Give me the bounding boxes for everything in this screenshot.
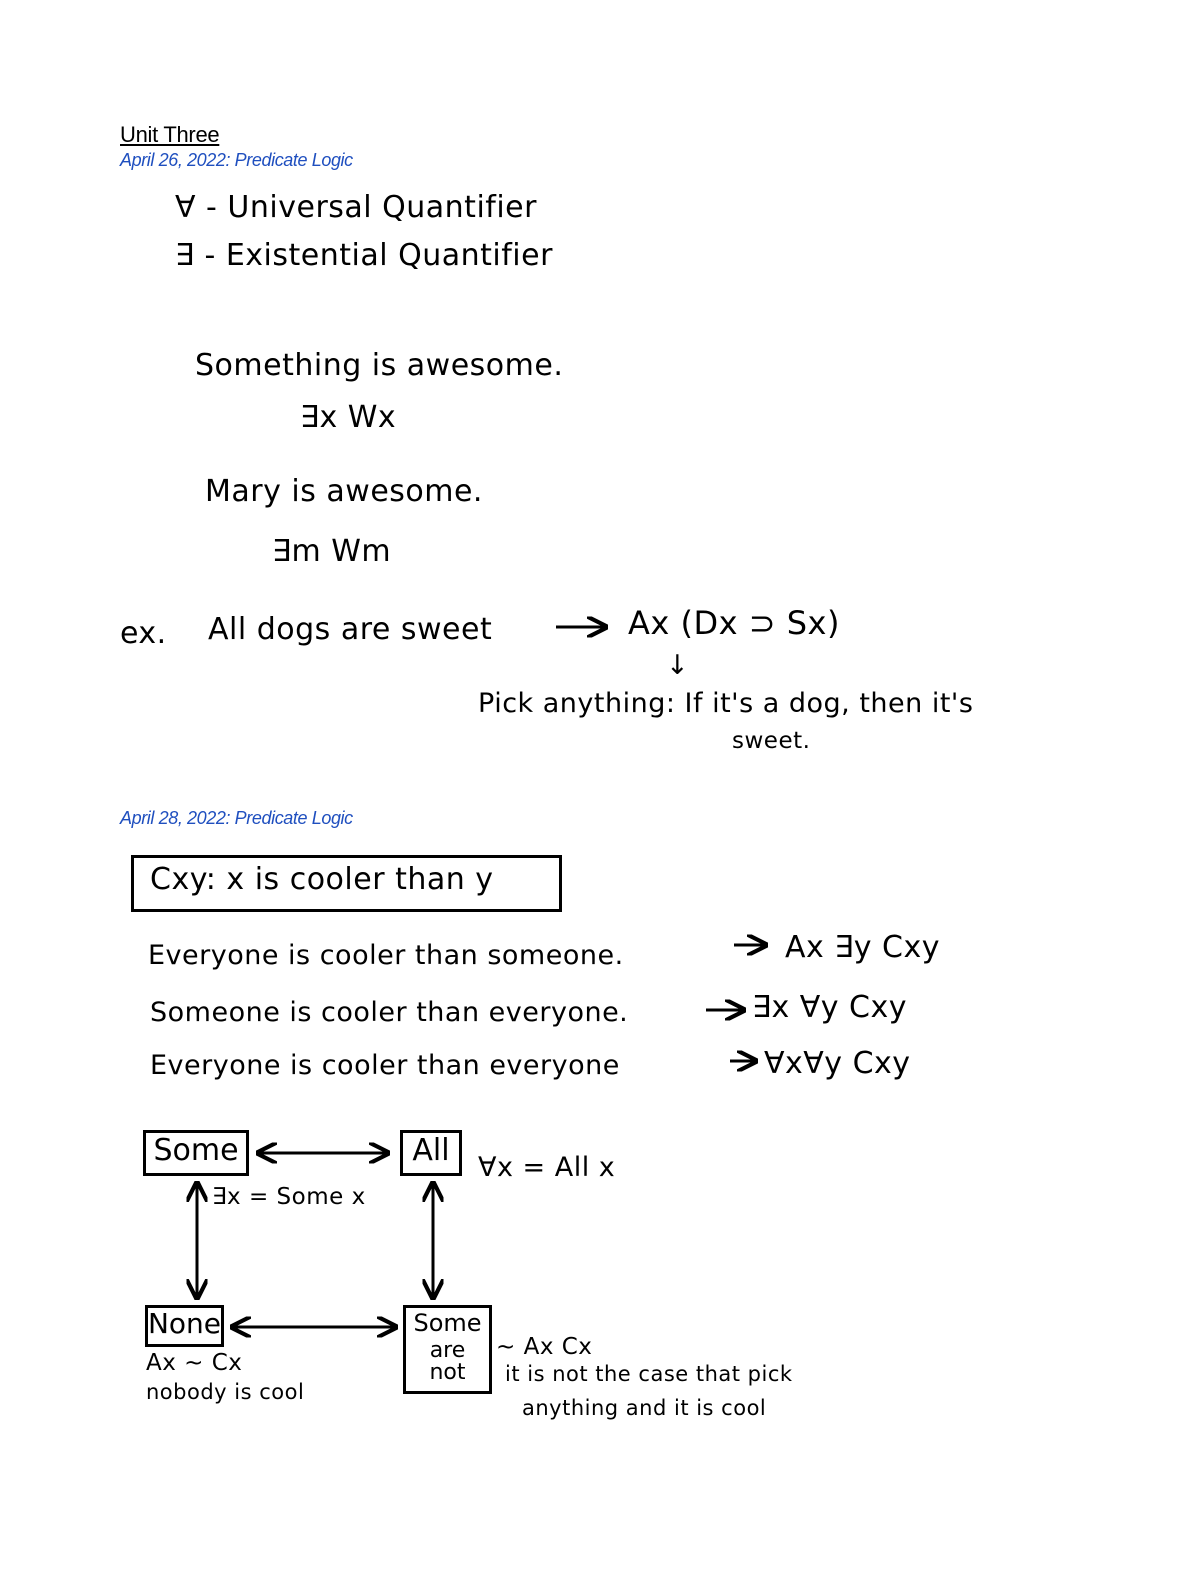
- example-dogs-formula: Ax (Dx ⊃ Sx): [628, 604, 840, 642]
- row-3-sentence: Everyone is cooler than everyone: [150, 1050, 620, 1081]
- row-2-formula: ∃x ∀y Cxy: [752, 990, 908, 1025]
- definition-text: Cxy: x is cooler than y: [150, 862, 494, 897]
- example-dogs-sentence: All dogs are sweet: [208, 612, 493, 647]
- note-some-not-text-1: it is not the case that pick: [505, 1362, 793, 1386]
- note-none-formula: Ax ~ Cx: [146, 1350, 243, 1376]
- row-1-formula: Ax ∃y Cxy: [785, 930, 941, 965]
- example-prefix: ex.: [120, 616, 167, 651]
- note-some-not-text-2: anything and it is cool: [522, 1396, 767, 1420]
- note-all: ∀x = All x: [478, 1152, 616, 1183]
- date-heading-1: April 26, 2022: Predicate Logic: [120, 150, 353, 170]
- note-none-text: nobody is cool: [146, 1380, 305, 1404]
- existential-quantifier-line: ∃ - Existential Quantifier: [175, 238, 553, 273]
- example-something-formula: ∃x Wx: [300, 400, 397, 435]
- page-title: Unit Three: [120, 122, 220, 147]
- note-some: ∃x = Some x: [212, 1184, 366, 1210]
- down-arrow: ↓: [666, 650, 690, 681]
- row-2-sentence: Someone is cooler than everyone.: [150, 997, 629, 1028]
- some-are-not-label-3: not: [429, 1360, 466, 1385]
- all-label: All: [412, 1133, 450, 1168]
- row-3-formula: ∀x∀y Cxy: [764, 1046, 911, 1081]
- some-are-not-label-1: Some: [413, 1309, 482, 1337]
- example-dogs-explanation: Pick anything: If it's a dog, then it's: [478, 688, 974, 719]
- note-some-not-formula: ~ Ax Cx: [496, 1334, 593, 1360]
- example-dogs-explanation-cont: sweet.: [732, 728, 811, 754]
- none-label: None: [147, 1307, 222, 1340]
- example-mary-sentence: Mary is awesome.: [205, 474, 483, 509]
- some-are-not-label-2: are: [429, 1338, 466, 1363]
- row-1-sentence: Everyone is cooler than someone.: [148, 940, 624, 971]
- example-something-sentence: Something is awesome.: [195, 348, 564, 383]
- some-label: Some: [153, 1133, 239, 1168]
- example-mary-formula: ∃m Wm: [272, 534, 392, 569]
- date-heading-2: April 28, 2022: Predicate Logic: [120, 808, 353, 828]
- universal-quantifier-line: ∀ - Universal Quantifier: [175, 190, 537, 225]
